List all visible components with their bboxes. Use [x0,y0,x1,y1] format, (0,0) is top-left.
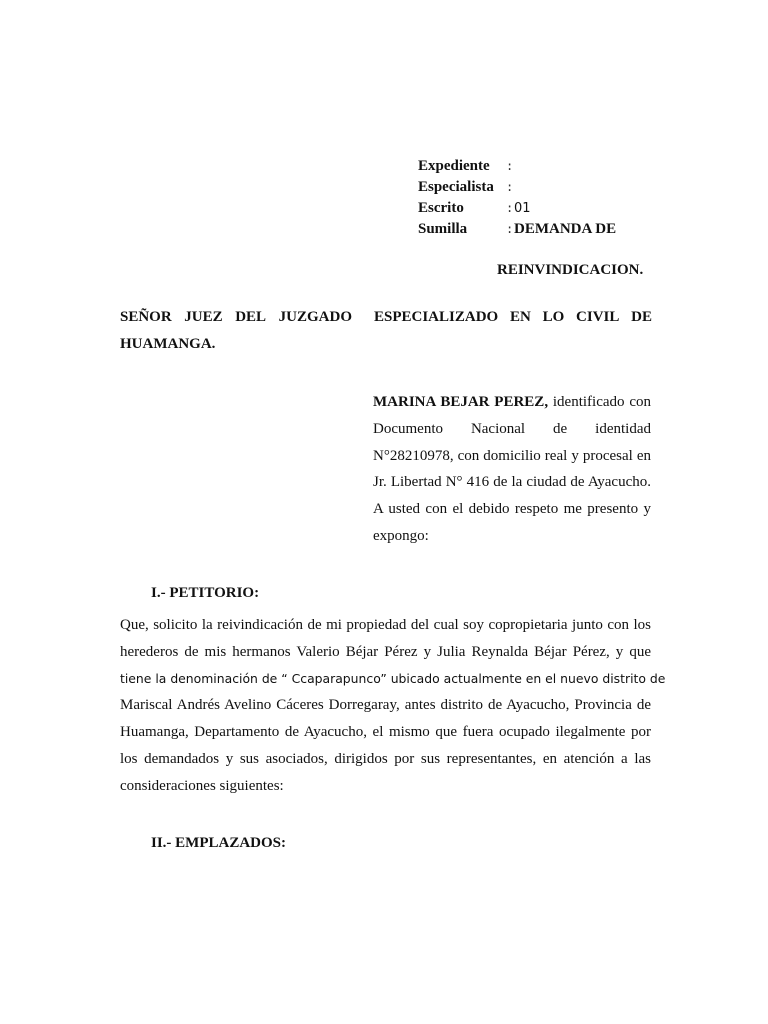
header-row-especialista [418,177,616,198]
addressee-line-1 [120,304,652,331]
section-title-emplazados: II.- EMPLAZADOS: [151,835,287,851]
header-separator: : [506,180,514,194]
header-value: 01 [514,201,531,216]
plaintiff-name: MARINA BEJAR PEREZ, [373,394,549,410]
addressee-word: DEL [235,309,267,325]
header-separator: : [506,222,514,236]
paragraph-line: Que, solicito la reivindicación de mi propiedad del cual soy copropietaria junto con los [120,617,651,633]
sumilla-continuation: REINVINDICACION. [497,262,644,278]
header-key: Expediente [418,158,490,174]
addressee-word: CIVIL [576,309,620,325]
addressee-word: JUEZ [184,309,223,325]
header-value: DEMANDA DE [514,221,617,237]
addressee-left [120,304,352,331]
header-key: Especialista [418,179,494,195]
section-title-petitorio: I.- PETITORIO: [151,585,260,601]
addressee-word: ESPECIALIZADO [374,309,499,325]
paragraph-line: consideraciones siguientes: [120,777,284,794]
paragraph-line: tiene la denominación de “ Ccaparapunco” ubicado actualmente en el nuevo distrito de [120,670,666,686]
paragraph-line: Mariscal Andrés Avelino Cáceres Dorregaray, antes distrito de Ayacucho, Provincia de [120,697,651,714]
addressee-word: SEÑOR [120,309,172,325]
paragraph-line: herederos de mis hermanos Valerio Béjar Pérez y Julia Reynalda Béjar Pérez, y que [120,643,651,660]
identification-text: identificado con Documento Nacional de identidad N°28210978, con domicilio real y procesal en Jr. Libertad N° 416 de la ciudad de Ayacucho. A usted con el debido respeto me presento y expongo: [373,394,652,544]
addressee-word: EN [509,309,531,325]
addressee-word: JUZGADO [278,309,352,325]
header-key: Sumilla [418,221,468,237]
header-key: Escrito [418,200,464,216]
addressee [120,304,652,358]
addressee-word: DE [631,309,652,325]
header-row-escrito [418,198,616,219]
addressee-line-2: HUAMANGA. [120,336,216,352]
addressee-right [374,304,652,331]
header-row-sumilla [418,219,616,240]
header-separator: : [506,159,514,173]
case-header [418,156,616,240]
petitorio-paragraph [120,612,666,800]
identification-paragraph [373,389,651,550]
header-separator: : [506,201,514,215]
paragraph-line: los demandados y sus asociados, dirigidos por sus representantes, en atención a las [120,750,651,767]
paragraph-line: Huamanga, Departamento de Ayacucho, el mismo que fuera ocupado ilegalmente por [120,724,651,741]
addressee-word: LO [542,309,565,325]
header-row-expediente [418,156,616,177]
